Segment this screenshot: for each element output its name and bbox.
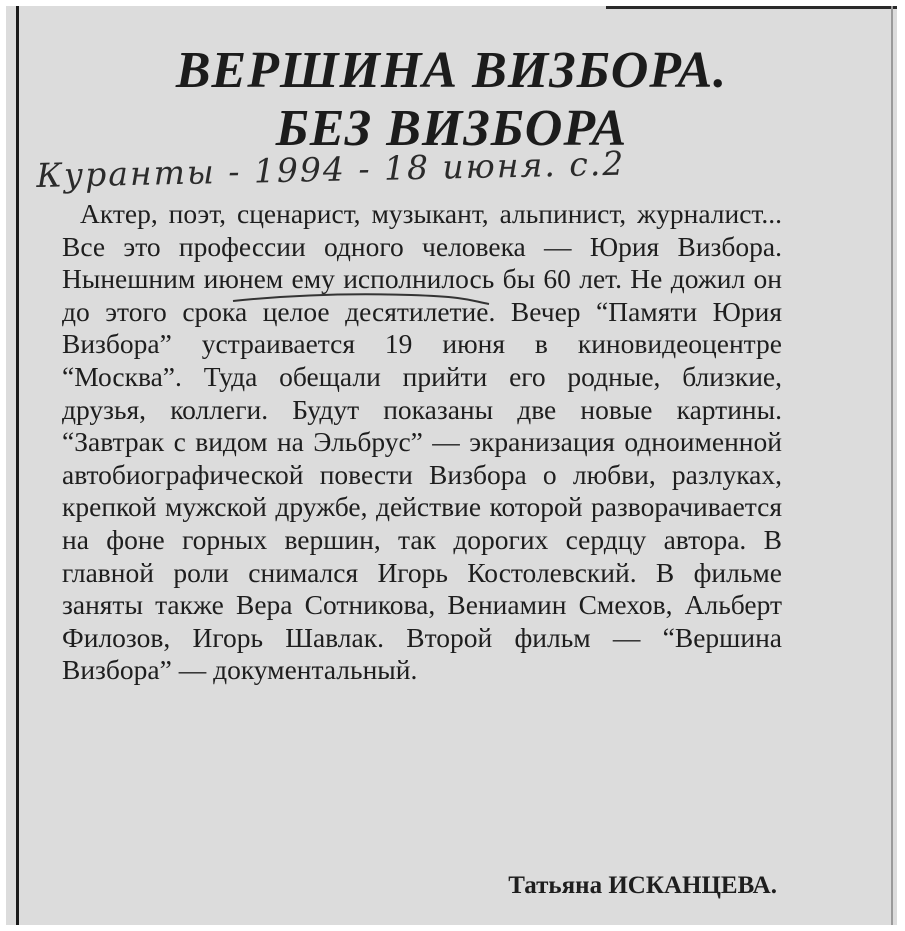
author-signature: Татьяна ИСКАНЦЕВА. <box>508 872 777 899</box>
headline-line-2: БЕЗ ВИЗБОРА <box>275 100 628 157</box>
column-rule-top <box>606 6 897 9</box>
headline-line-1: ВЕРШИНА ВИЗБОРА. <box>175 42 728 99</box>
newspaper-clipping <box>6 6 897 925</box>
article-body <box>62 198 782 687</box>
handwritten-source-note: Куранты - 1994 - 18 июня. с.2 <box>36 143 626 195</box>
article-body-text: Актер, поэт, сценарист, музыкант, альпинист, журналист... Все это профессии одного человека — Юрия Визбора. Нынешним июнем ему исполнилось бы 60 лет. Не дожил он до этого срока целое десятилетие. Вечер “Памяти Юрия Визбора” устраивается 19 июня в киновидеоцентре “Москва”. Туда обещали прийти его родные, близкие, друзья, коллеги. Будут показаны две новые картины. “Завтрак с видом на Эльбрус” — экранизация одноименной автобиографической повести Визбора о любви, разлуках, крепкой мужской дружбе, действие которой разворачивается на фоне горных вершин, так дорогих сердцу автора. В главной роли снимался Игорь Костолевский. В фильме заняты также Вера Сотникова, Вениамин Смехов, Альберт Филозов, Игорь Шавлак. Второй фильм — “Вершина Визбора” — документальный. <box>62 198 782 686</box>
pen-underline-mark <box>231 289 491 309</box>
